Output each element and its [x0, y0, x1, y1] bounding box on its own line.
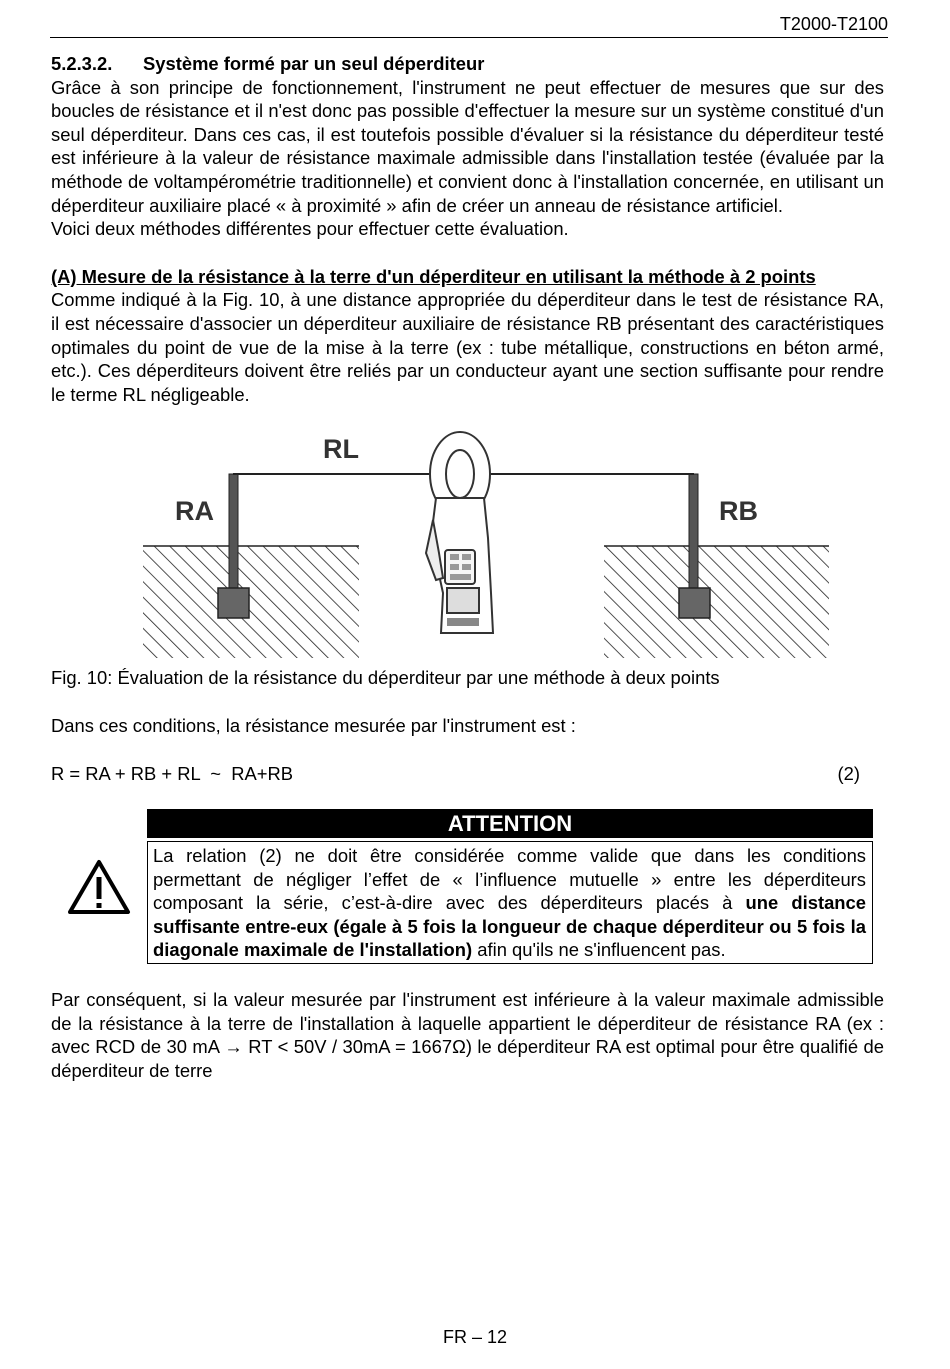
figure-caption: Fig. 10: Évaluation de la résistance du déperditeur par une méthode à deux points	[51, 667, 720, 689]
equation-row	[51, 762, 884, 786]
label-rb: RB	[719, 496, 758, 527]
label-ra: RA	[175, 496, 214, 527]
section-number: 5.2.3.2.	[51, 53, 113, 74]
label-rl: RL	[323, 434, 359, 465]
attention-title: ATTENTION	[147, 809, 873, 838]
subsection-paragraph: Comme indiqué à la Fig. 10, à une distance appropriée du déperditeur dans le test de résistance RA, il est nécessaire d'associer un déperditeur auxiliaire de résistance RB présentant des caractéristiques optimales du point de vue de la mise à la terre (ex : tube métallique, constructions en béton armé, etc.). Ces déperditeurs doivent être reliés par un conducteur ayant une section suffisante pour rendre le terme RL négligeable.	[51, 289, 884, 405]
conclusion-text-start: Par conséquent, si la valeur mesurée par l'instrument est inférieure à la valeur maximale admissible de la résistance à la terre de l'installation à laquelle appartient le déperditeur de résistance RA (ex : avec RCD de 30 mA	[51, 989, 884, 1058]
ground-right	[604, 546, 829, 658]
formula: R = RA + RB + RL ~ RA+RB	[51, 762, 294, 784]
attention-text-start: La relation (2) ne doit être considérée comme valide que dans les conditions permettant de négliger l’effet de « l’influence mutuelle » entre les déperditeurs composant la série, c’est-à-dire avec des déperditeurs placés à	[153, 845, 866, 914]
earth-diagram	[51, 428, 884, 658]
electrode-ra-base	[218, 588, 249, 618]
electrode-rb-base	[679, 588, 710, 618]
electrode-rb	[689, 474, 698, 596]
section-title: Système formé par un seul déperditeur	[143, 53, 485, 74]
attention-text-bold: une distance suffisante entre-eux (égale à 5 fois la longueur de chaque déperditeur ou 5 fois la diagonale maximale de l'installation)	[153, 892, 866, 961]
ground-left	[143, 546, 359, 658]
conditions-intro: Dans ces conditions, la résistance mesurée par l'instrument est :	[51, 714, 576, 736]
electrode-ra	[229, 474, 238, 596]
subsection-title: (A) Mesure de la résistance à la terre d'un déperditeur en utilisant la méthode à 2 points	[51, 265, 816, 287]
section-heading	[51, 52, 884, 76]
page-header	[50, 14, 888, 38]
figure-10	[51, 428, 884, 658]
attention-box	[147, 809, 873, 964]
conclusion-text-end: RT < 50V / 30mA = 1667Ω) le déperditeur RA est optimal pour être qualifié de déperditeur de terre	[51, 1036, 884, 1081]
warning-triangle-icon	[51, 809, 147, 964]
attention-text-end: afin qu'ils ne s'influencent pas.	[472, 939, 726, 961]
attention-block	[51, 809, 884, 964]
page-footer	[0, 1327, 950, 1348]
page-number: FR – 12	[442, 1327, 508, 1347]
clamp-meter	[426, 432, 493, 633]
attention-text	[147, 841, 873, 964]
equation-number: (2)	[837, 762, 860, 784]
arrow-icon: →	[224, 1036, 243, 1058]
document-id: T2000-T2100	[779, 14, 888, 34]
section-paragraph-2: Voici deux méthodes différentes pour effectuer cette évaluation.	[51, 218, 569, 240]
conclusion-paragraph	[51, 988, 884, 1082]
page-content	[51, 52, 884, 1082]
section-paragraph-1: Grâce à son principe de fonctionnement, l'instrument ne peut effectuer de mesures que sur des boucles de résistance et il n'est donc pas possible d'effectuer la mesure sur un système constitué d'un seul déperditeur. Dans ces cas, il est toutefois possible d'évaluer si la résistance du déperditeur testé est inférieure à la valeur de résistance maximale admissible dans l'installation testée (évaluée par la méthode de voltampérométrie traditionnelle) et convient donc à l'installation concernée, en utilisant un déperditeur auxiliaire placé « à proximité » afin de créer un anneau de résistance artificiel.	[51, 76, 884, 216]
